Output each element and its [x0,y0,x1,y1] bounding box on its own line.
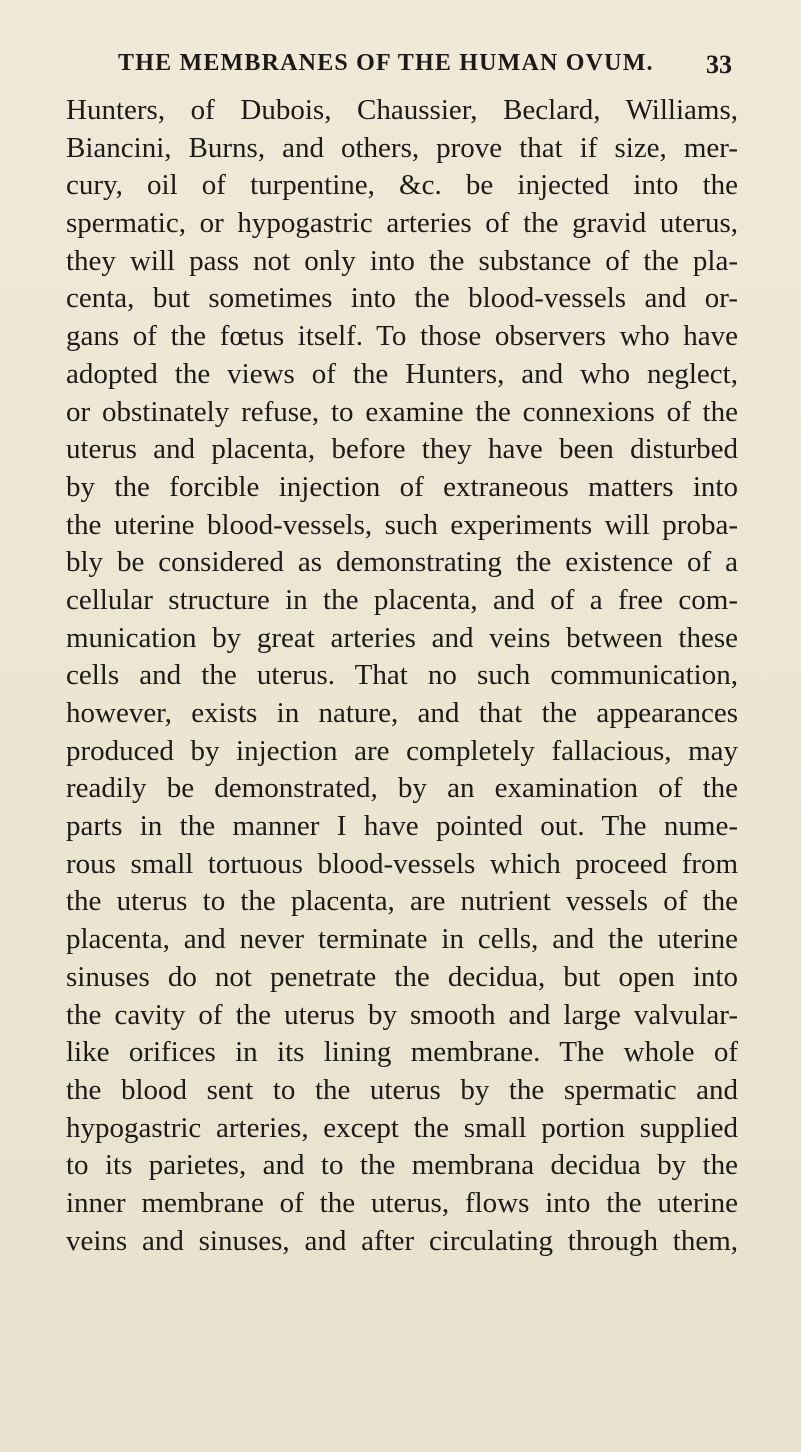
text-line: placenta, and never terminate in cells, and the uterine [66,923,738,956]
page-number: 33 [706,50,732,79]
text-line: readily be demonstrated, by an examination of the [66,772,738,805]
text-line: however, exists in nature, and that the appearances [66,697,738,729]
text-line: cells and the uterus. That no such communication, [66,659,738,692]
text-line: Hunters, of Dubois, Chaussier, Beclard, Williams, [66,94,738,126]
text-line: the cavity of the uterus by smooth and large valvular- [66,998,738,1031]
text-line: cellular structure in the placenta, and of a free com- [66,583,738,616]
text-line: hypogastric arteries, except the small portion supplied [66,1111,738,1144]
text-line: by the forcible injection of extraneous matters into [66,470,738,503]
text-line: parts in the manner I have pointed out. The nume- [66,810,738,843]
text-line: veins and sinuses, and after circulating through them, [66,1224,738,1257]
text-line: the blood sent to the uterus by the spermatic and [66,1073,738,1106]
text-line: gans of the fœtus itself. To those observers who have [66,320,738,353]
text-line: sinuses do not penetrate the decidua, but open into [66,960,738,993]
text-line: the uterine blood-vessels, such experiments will proba- [66,508,738,541]
text-line: spermatic, or hypogastric arteries of the gravid uterus, [66,207,738,240]
text-line: rous small tortuous blood-vessels which proceed from [66,847,738,880]
text-line: adopted the views of the Hunters, and who neglect, [66,357,738,390]
text-line: Biancini, Burns, and others, prove that if size, mer- [66,131,738,164]
text-line: they will pass not only into the substance of the pla- [66,244,738,277]
text-line: to its parietes, and to the membrana decidua by the [66,1149,738,1182]
body-text [66,92,738,1260]
running-head [66,50,732,84]
text-line: inner membrane of the uterus, flows into the uterine [66,1186,738,1219]
text-line: centa, but sometimes into the blood-vessels and or- [66,282,738,315]
text-line: uterus and placenta, before they have been disturbed [66,433,738,466]
running-title: THE MEMBRANES OF THE HUMAN OVUM. [118,50,654,76]
text-line: produced by injection are completely fallacious, may [66,734,738,767]
text-line: bly be considered as demonstrating the existence of a [66,546,738,579]
text-line: cury, oil of turpentine, &c. be injected into the [66,169,738,202]
text-line: like orifices in its lining membrane. The whole of [66,1036,738,1069]
text-line: the uterus to the placenta, are nutrient vessels of the [66,885,738,918]
text-line: munication by great arteries and veins between these [66,621,738,654]
text-line: or obstinately refuse, to examine the connexions of the [66,395,738,428]
